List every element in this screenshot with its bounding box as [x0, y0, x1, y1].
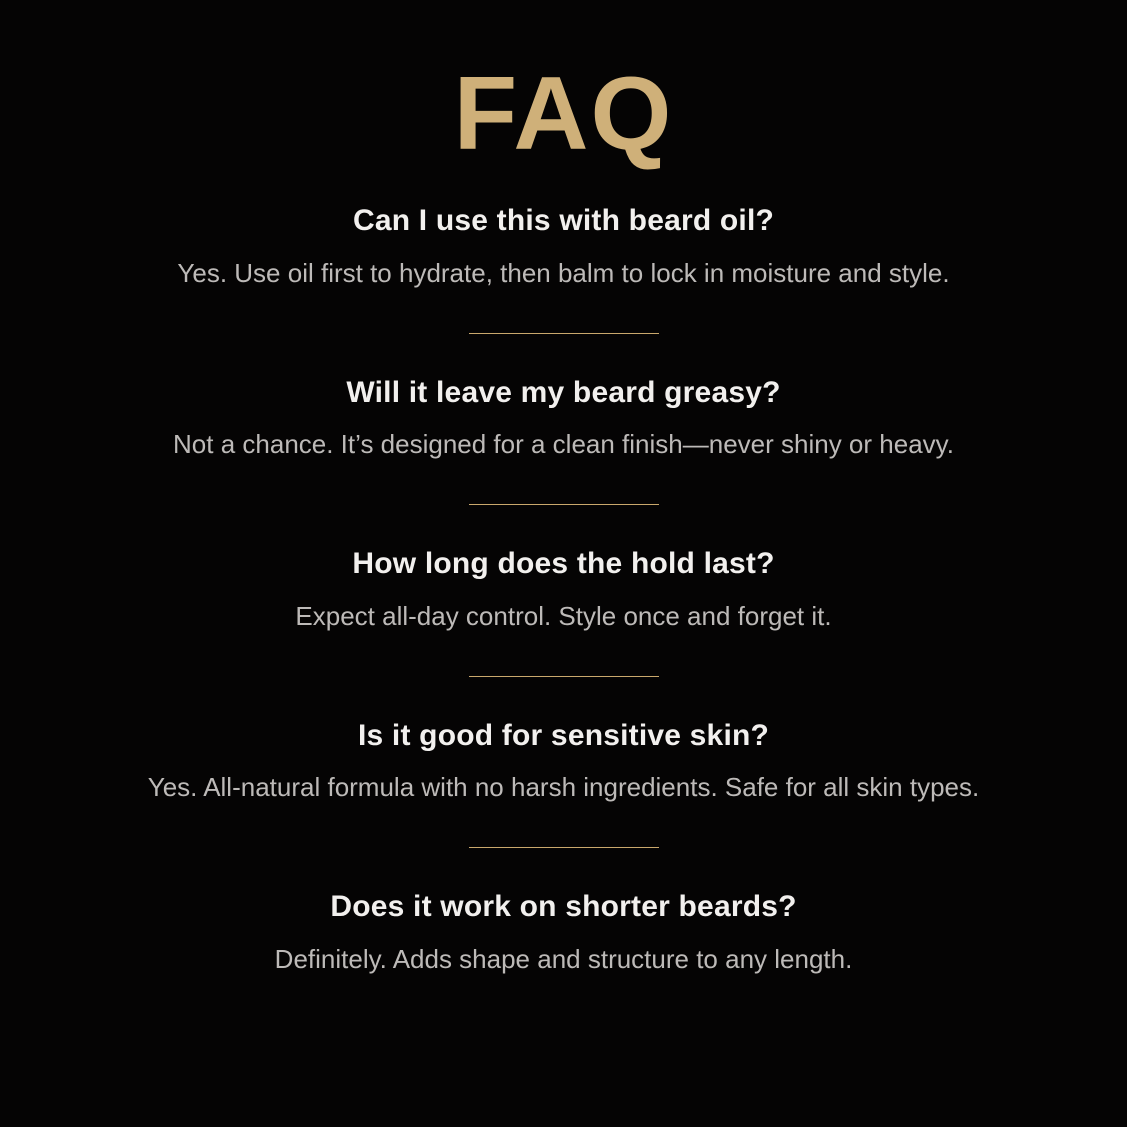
list-item [34, 717, 1094, 806]
faq-answer: Yes. Use oil first to hydrate, then balm to lock in moisture and style. [177, 257, 950, 288]
faq-question: Is it good for sensitive skin? [357, 718, 770, 752]
page-title: FAQ [453, 56, 674, 172]
faq-question: Will it leave my beard greasy? [346, 375, 781, 409]
divider [469, 333, 659, 334]
faq-answer: Expect all-day control. Style once and forget it. [295, 600, 832, 631]
faq-answer: Not a chance. It’s designed for a clean finish—never shiny or heavy. [173, 429, 954, 460]
faq-question: How long does the hold last? [352, 547, 775, 581]
list-item [34, 888, 1094, 977]
divider [469, 847, 659, 848]
list-item [34, 202, 1094, 291]
divider [469, 504, 659, 505]
list-item [34, 374, 1094, 463]
faq-question: Can I use this with beard oil? [352, 204, 775, 237]
list-item [34, 545, 1094, 634]
divider [469, 676, 659, 677]
faq-question: Does it work on shorter beards? [330, 890, 797, 924]
faq-answer: Definitely. Adds shape and structure to any length. [274, 943, 853, 974]
faq-list [34, 202, 1094, 977]
faq-answer: Yes. All-natural formula with no harsh ingredients. Safe for all skin types. [147, 772, 980, 803]
